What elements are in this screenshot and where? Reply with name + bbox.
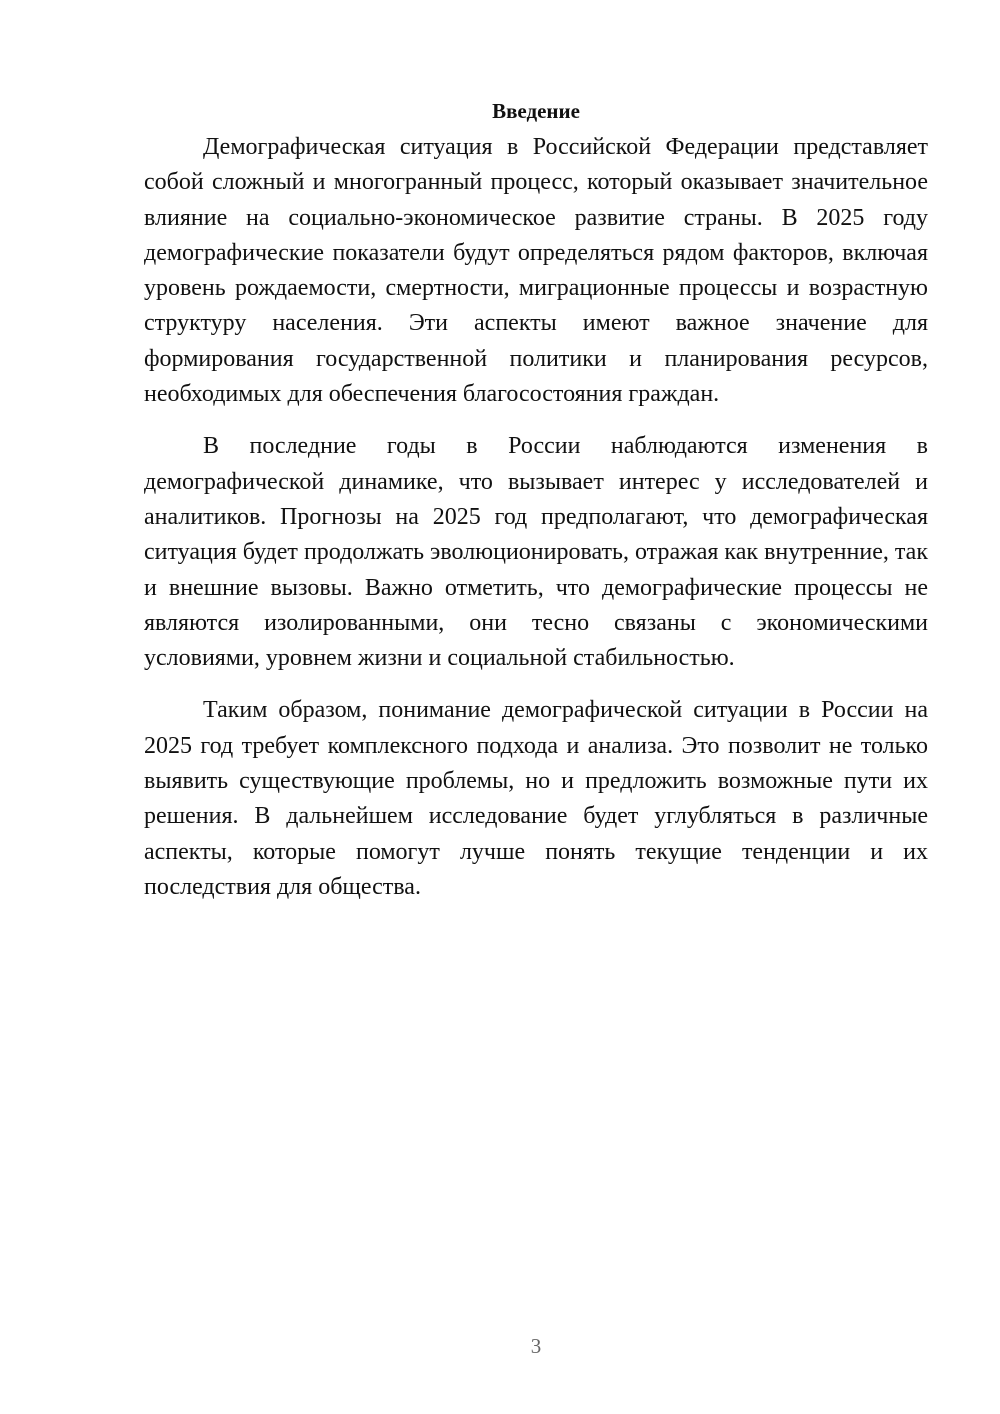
- page-content: [144, 96, 928, 905]
- section-heading: Введение: [492, 99, 580, 123]
- paragraph-1: Демографическая ситуация в Российской Федерации представляет собой сложный и многогранный процесс, который оказывает значительное влияние на социально-экономическое развитие страны. В 2025 году демографические показатели будут определяться рядом факторов, включая уровень рождаемости, смертности, миграционные процессы и возрастную структуру населения. Эти аспекты имеют важное значение для формирования государственной политики и планирования ресурсов, необходимых для обеспечения благосостояния граждан.: [144, 134, 928, 408]
- paragraph-3: Таким образом, понимание демографической ситуации в России на 2025 год требует комплексного подхода и анализа. Это позволит не только выявить существующие проблемы, но и предложить возможные пути их решения. В дальнейшем исследование будет углубляться в различные аспекты, которые помогут лучше понять текущие тенденции и их последствия для общества.: [144, 697, 928, 900]
- page-number: 3: [530, 1334, 542, 1358]
- paragraph-2: В последние годы в России наблюдаются изменения в демографической динамике, что вызывает интерес у исследователей и аналитиков. Прогнозы на 2025 год предполагают, что демографическая ситуация будет продолжать эволюционировать, отражая как внутренние, так и внешние вызовы. Важно отметить, что демографические процессы не являются изолированными, они тесно связаны с экономическими условиями, уровнем жизни и социальной стабильностью.: [144, 433, 928, 672]
